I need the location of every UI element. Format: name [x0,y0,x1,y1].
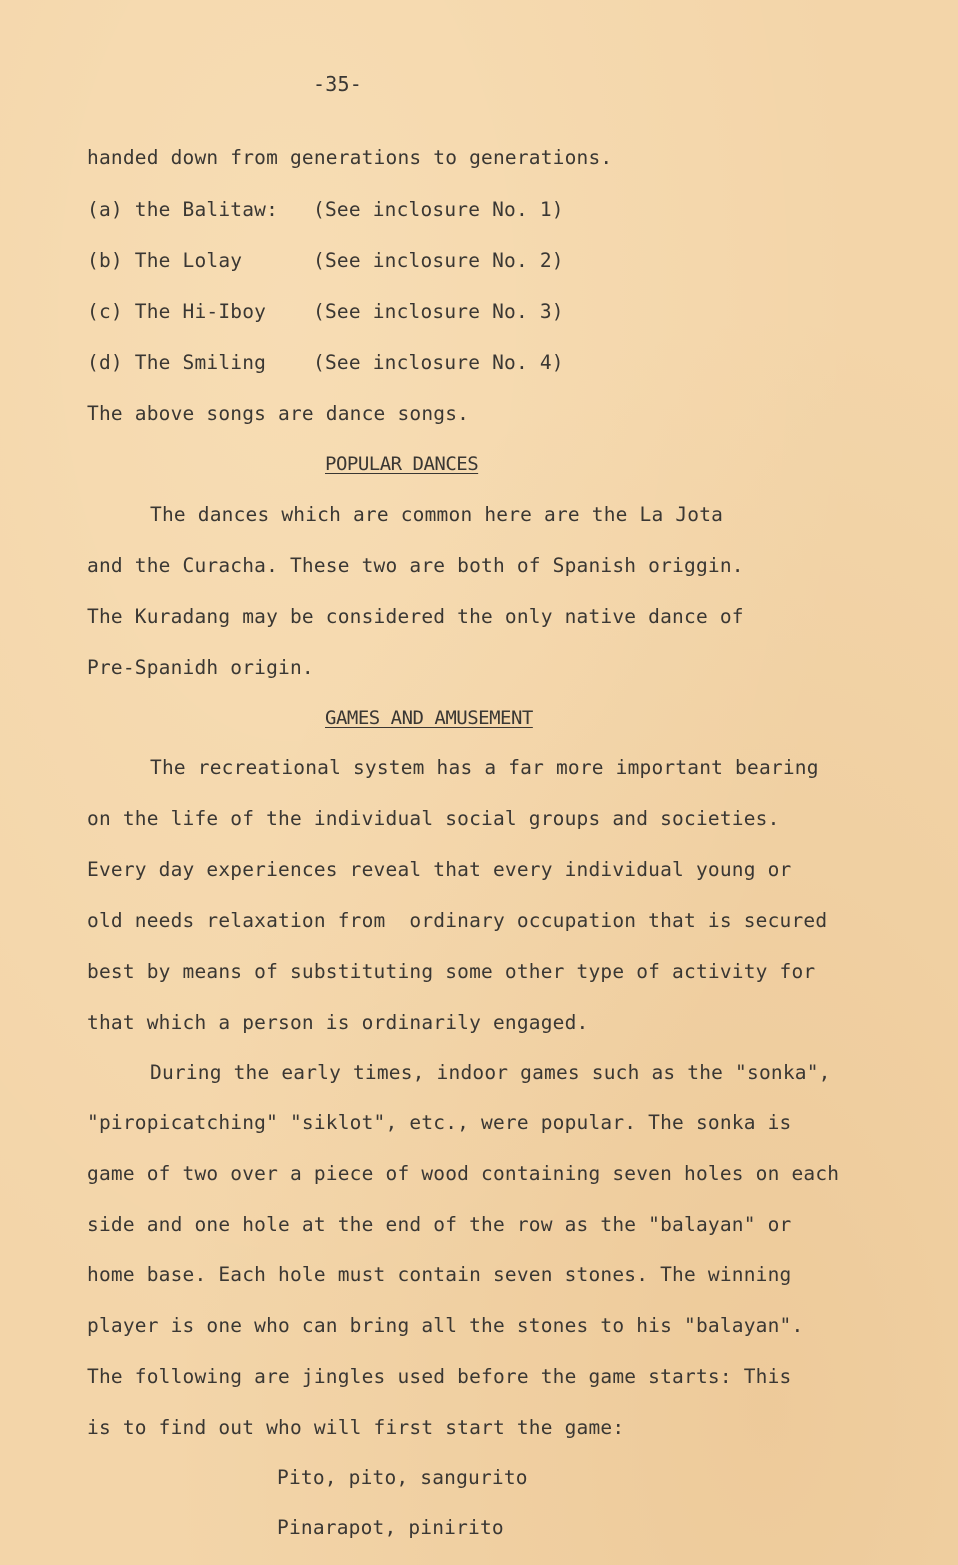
text-line: The following are jingles used before the game starts: This [87,1365,792,1388]
text-line: on the life of the individual social groups and societies. [87,807,780,830]
text-line: home base. Each hole must contain seven stones. The winning [87,1263,792,1286]
section-heading-games-and-amusement: GAMES AND AMUSEMENT [325,707,533,729]
text-line: handed down from generations to generations. [87,146,613,169]
text-line: "piropicatching" "siklot", etc., were popular. The sonka is [87,1111,792,1134]
song-item-label: (b) The Lolay [87,249,243,272]
song-item-label: (c) The Hi-Iboy [87,300,267,323]
jingle-line: Pinarapot, pinirito [277,1516,504,1539]
text-line: game of two over a piece of wood containing seven holes on each [87,1162,840,1185]
song-item-reference: (See inclosure No. 3) [313,300,564,323]
song-item-reference: (See inclosure No. 4) [313,351,564,374]
song-item-reference: (See inclosure No. 2) [313,249,564,272]
song-item-label: (d) The Smiling [87,351,267,374]
text-line: old needs relaxation from ordinary occupation that is secured [87,909,828,932]
text-line: side and one hole at the end of the row as the "balayan" or [87,1213,792,1236]
section-heading-popular-dances: POPULAR DANCES [325,453,479,475]
text-line: is to find out who will first start the game: [87,1416,625,1439]
text-line: and the Curacha. These two are both of Spanish origgin. [87,554,744,577]
song-item-reference: (See inclosure No. 1) [313,198,564,221]
text-line: The above songs are dance songs. [87,402,470,425]
text-line: The recreational system has a far more important bearing [150,756,819,779]
text-line: player is one who can bring all the stones to his "balayan". [87,1314,804,1337]
text-line: best by means of substituting some other type of activity for [87,960,816,983]
text-line: The Kuradang may be considered the only native dance of [87,605,744,628]
text-line: Pre-Spanidh origin. [87,656,314,679]
text-line: Every day experiences reveal that every individual young or [87,858,792,881]
song-item-label: (a) the Balitaw: [87,198,279,221]
text-line: During the early times, indoor games such as the "sonka", [150,1061,831,1084]
text-line: The dances which are common here are the La Jota [150,503,724,526]
jingle-line: Pito, pito, sangurito [277,1466,528,1489]
page-number: -35- [313,72,362,96]
text-line: that which a person is ordinarily engaged. [87,1011,589,1034]
